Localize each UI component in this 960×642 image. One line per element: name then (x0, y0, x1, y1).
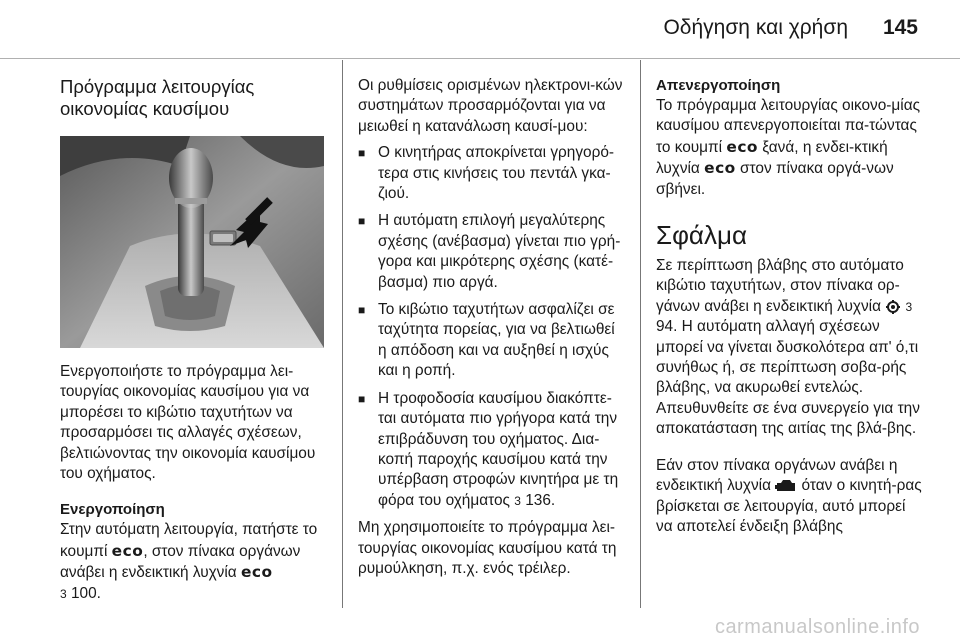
deactivation-heading: Απενεργοποίηση (656, 77, 781, 94)
fuel-cutoff-text: Η τροφοδοσία καυσίμου διακόπτε-ται αυτόματα πιο γρήγορα κατά την επιβράδυνση του οχήματος. Δια-κοπή παροχής καυσίμου κατά την υπέρβαση στροφών κινητήρα με τη φόρα του οχήματος (378, 389, 619, 509)
eco-indicator-label: eco (704, 159, 736, 178)
column-divider-2 (640, 60, 641, 608)
engine-warning-text-b: όταν ο κινητή-ρας βρίσκεται σε λειτουργία, αυτό μπορεί να αποτελεί ένδειξη βλάβης (656, 477, 922, 535)
section-heading-eco-program: Πρόγραμμα λειτουργίας οικονομίας καυσίμου (60, 76, 255, 119)
list-item: ■ Το κιβώτιο ταχυτήτων ασφαλίζει σε ταχύτητα πορείας, για να βελτιωθεί η απόδοση και να αυξηθεί η ισχύς και η ροπή. (358, 300, 626, 382)
page-number: 145 (882, 16, 918, 39)
deactivation-text-a: Το πρόγραμμα λειτουργίας οικονο-μίας καυσίμου απενεργοποιείται πα-τώντας το κουμπί (656, 97, 921, 156)
deactivation-text (656, 96, 926, 200)
page-ref-100: 100. (70, 584, 101, 602)
fault-text (656, 256, 926, 440)
deactivation-text-c: στον πίνακα οργά-νων σβήνει. (656, 160, 894, 198)
chapter-title: Οδήγηση και χρήση (663, 16, 848, 39)
activation-text-b: , στον πίνακα οργάνων ανάβει η ενδεικτική λυχνία (60, 542, 301, 582)
column-divider-1 (342, 60, 343, 608)
gear-shifter-photo (60, 136, 324, 348)
list-item: ■ Η αυτόματη επιλογή μεγαλύτερης σχέσης (ανέβασμα) γίνεται πιο γρή-γορα και μικρότερης σχέσης (κατέ-βασμα) πιο αργά. (358, 211, 626, 293)
fault-text-a: Σε περίπτωση βλάβης στο αυτόματο κιβώτιο ταχυτήτων, στον πίνακα ορ-γάνων ανάβει η ενδεικτική λυχνία (656, 257, 904, 315)
deactivation-text-b: ξανά, η ενδει-κτική λυχνία (656, 138, 888, 178)
fault-text-b: 94. Η αυτόματη αλλαγή σχέσεων μπορεί να γίνεται δυσκολότερα απ' ό,τι συνήθως ή, σε περίπτωση σοβα-ρής βλάβης, να ακυρωθεί εντελώς. Απευθυνθείτε σε ένα συνεργείο για την αποκατάσταση της αιτίας της βλά-βης. (656, 318, 920, 438)
eco-button-label: eco (726, 137, 759, 156)
activation-text (60, 520, 328, 604)
column-1 (60, 76, 328, 620)
page-ref-arrow-icon: 3 (905, 299, 913, 314)
engine-warning-text (656, 456, 926, 538)
page-ref-arrow-icon: 3 (60, 586, 67, 601)
column-2 (358, 76, 626, 595)
engine-warning-text-a: Εάν στον πίνακα οργάνων ανάβει η ενδεικτική λυχνία (656, 456, 898, 495)
list-item (358, 389, 626, 511)
gear-warning-icon (885, 299, 901, 315)
check-engine-icon (775, 479, 797, 493)
page-footer (0, 612, 960, 642)
page-header (0, 0, 960, 60)
header-rule (0, 58, 960, 59)
activation-heading: Ενεργοποίηση (60, 501, 165, 519)
page-ref-136: 136. (525, 491, 556, 509)
settings-list (358, 143, 626, 511)
column-3 (656, 76, 926, 553)
eco-program-description: Ενεργοποιήστε το πρόγραμμα λει-τουργίας οικονομίας καυσίμου για να μπορέσει το κιβώτιο ταχυτήτων να προσαρμόσει τις αλλαγές σχέσεων, βελτιώνοντας την οικονομία καυσίμου του οχήματος. (60, 363, 316, 483)
towing-note: Μη χρησιμοποιείτε το πρόγραμμα λει-τουργίας οικονομίας καυσίμου κατά τη ρυμούλκηση, π.χ. ενός τρέιλερ. (358, 519, 617, 577)
page-ref-arrow-icon: 3 (514, 493, 521, 508)
settings-intro: Οι ρυθμίσεις ορισμένων ηλεκτρονι-κών συστημάτων προσαρμόζονται για να μειωθεί η κατανάλωση καυσί-μου: (358, 77, 623, 135)
list-item: ■ Ο κινητήρας αποκρίνεται γρηγορό-τερα στις κινήσεις του πεντάλ γκα-ζιού. (358, 143, 626, 204)
eco-indicator-label: eco (240, 563, 273, 582)
fault-heading: Σφάλμα (656, 220, 747, 251)
eco-button-label: eco (111, 541, 144, 560)
watermark: carmanualsonline.info (714, 616, 920, 638)
activation-text-a: Στην αυτόματη λειτουργία, πατήστε το κουμπί (60, 521, 318, 560)
